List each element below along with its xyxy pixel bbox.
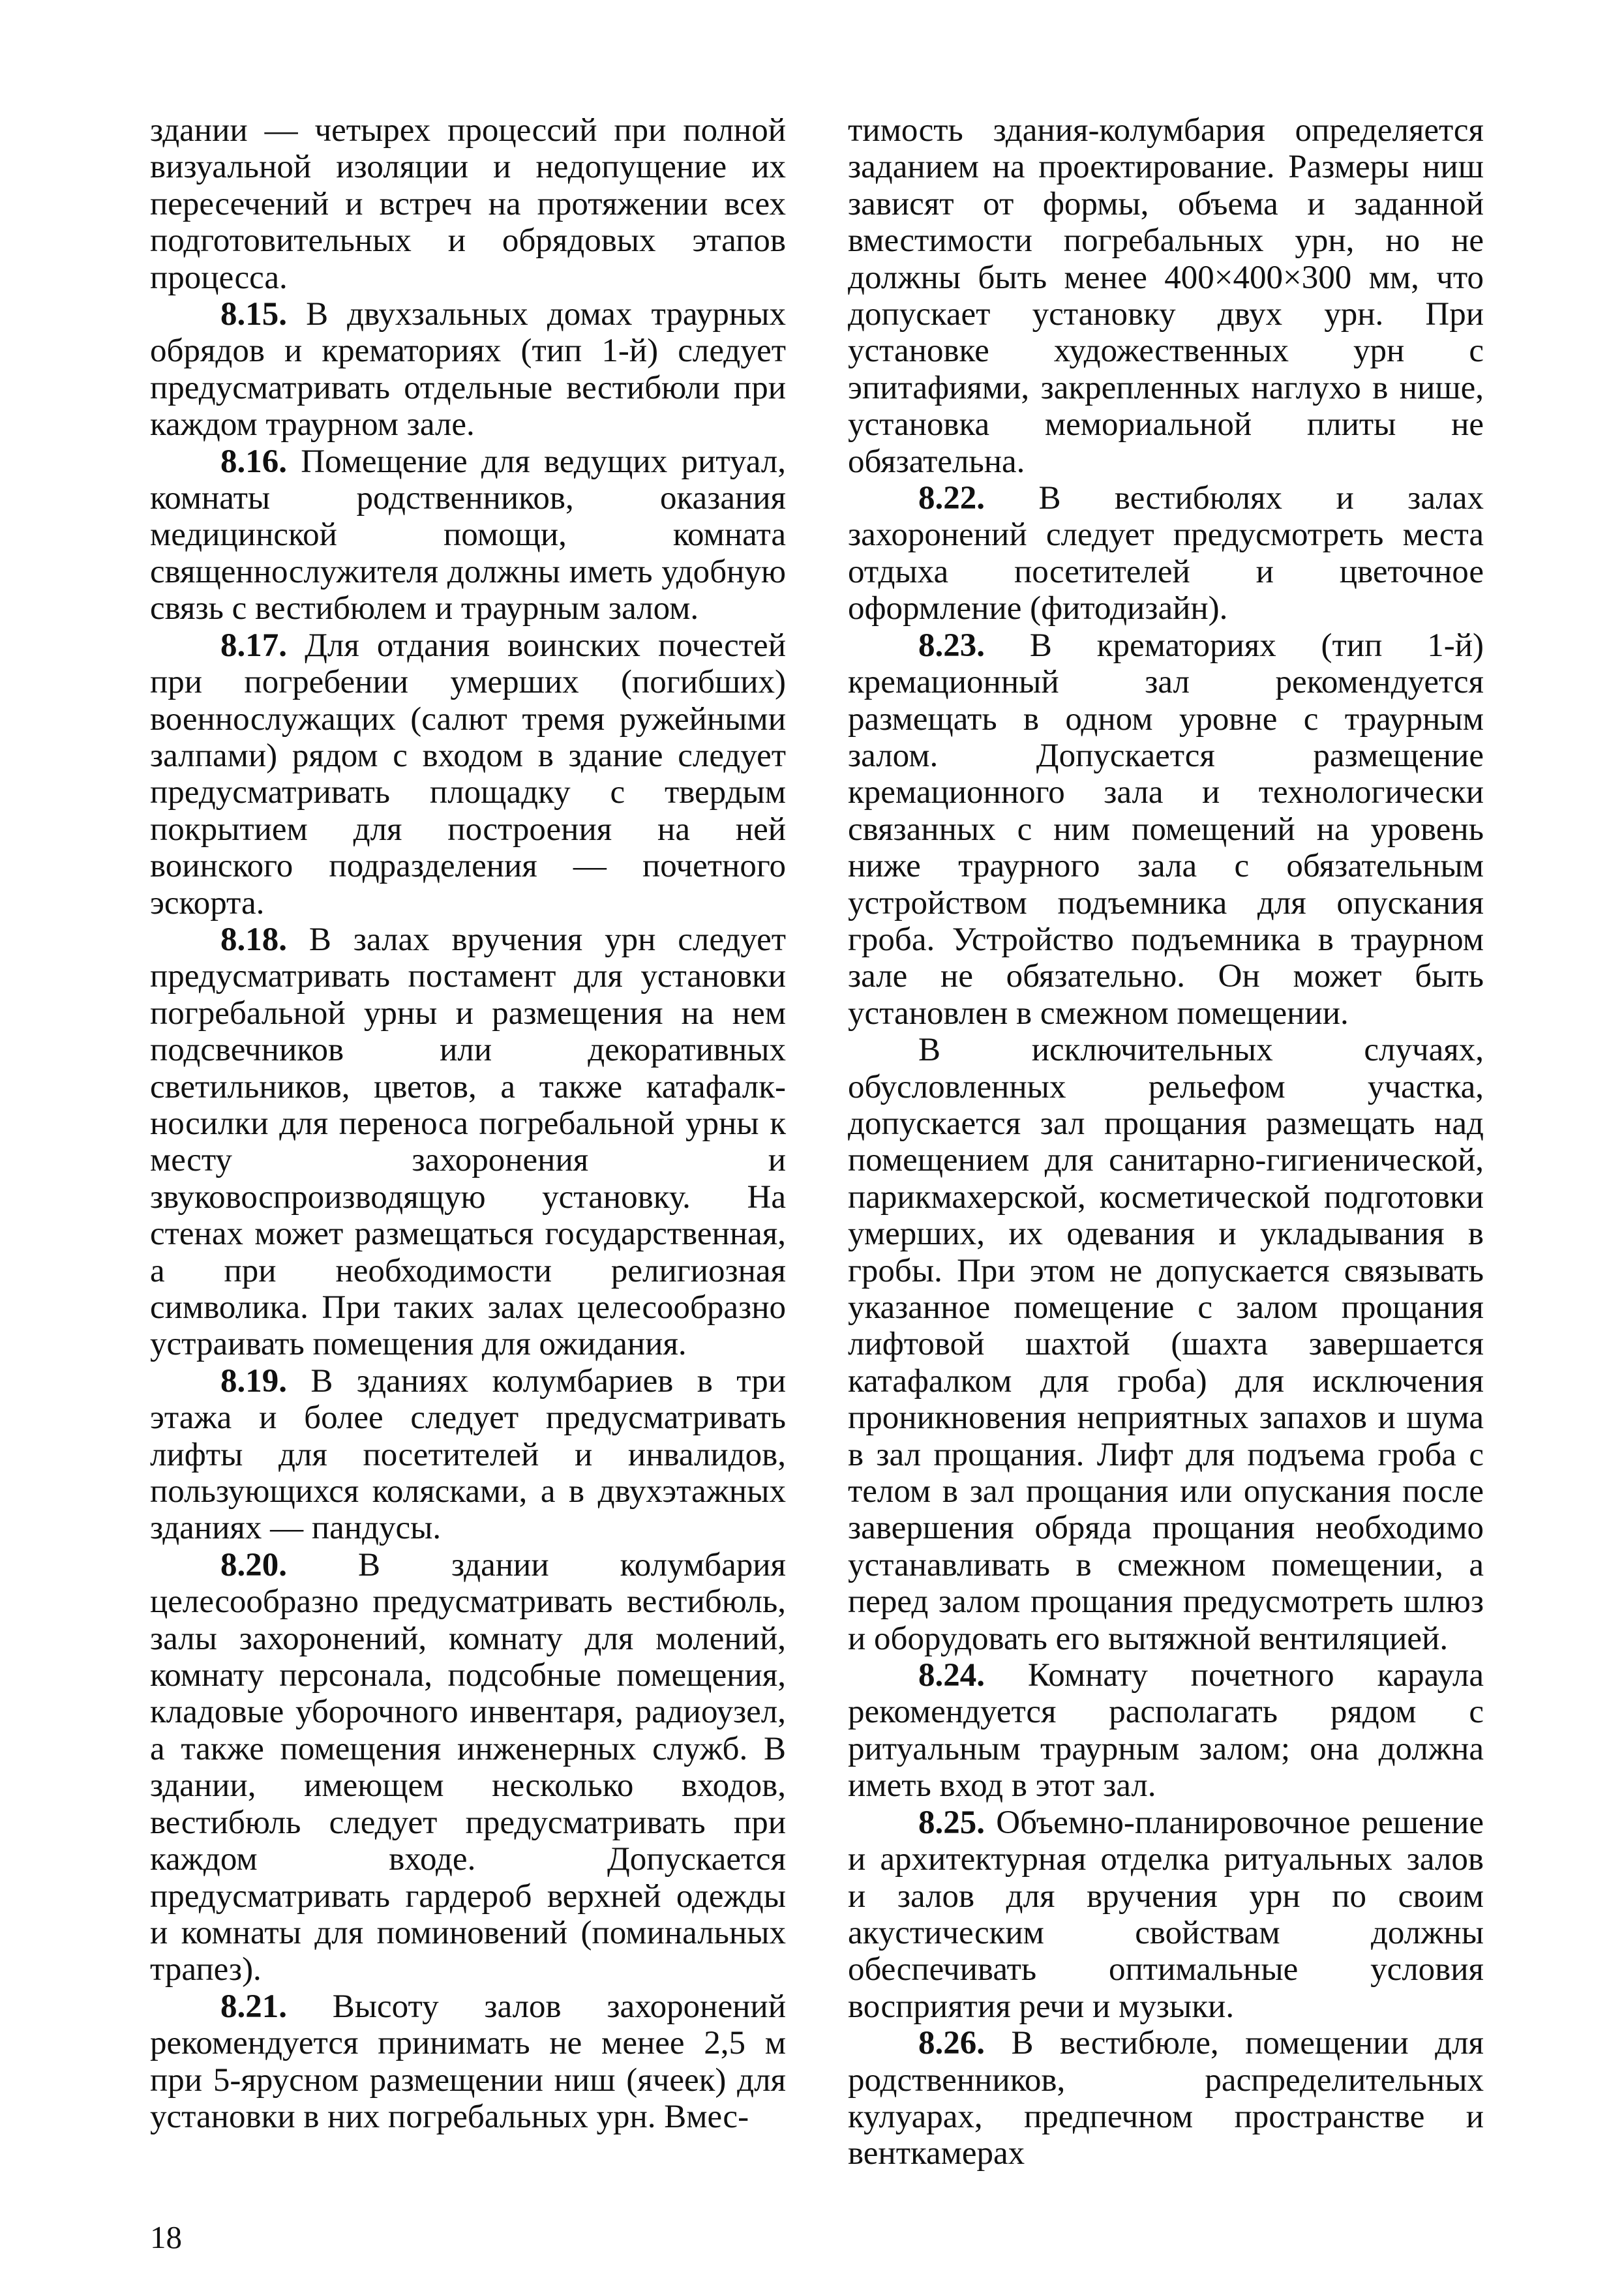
clause-number: 8.21. — [220, 1988, 287, 2025]
paragraph-text: В зданиях колумбариев в три этажа и более следует предусматривать лифты для посетителей и инвалидов, пользующихся колясками, а в двухэтажных зданиях — пандусы. — [150, 1362, 786, 1547]
paragraph-text: В залах вручения урн следует предусматривать постамент для установки погребальной урны и размещения на нем подсвечников или декоративных светильников, цветов, а также катафалк-носилки для переноса погребальной урны к месту захоронения и звуковоспроизводящую установку. На стенах может размещаться государственная, а при необходимости религиозная символика. При таких залах целесообразно устраивать помещения для ожидания. — [150, 921, 786, 1363]
clause-number: 8.20. — [220, 1546, 287, 1583]
paragraph-text: Объемно-планировочное решение и архитектурная отделка ритуальных залов и залов для вручения урн по своим акустическим свойствам должны обеспечивать оптимальные условия восприятия речи и музыки. — [848, 1804, 1484, 2025]
clause-number: 8.23. — [918, 627, 985, 664]
paragraph-text: Для отдания воинских почестей при погребении умерших (погибших) военнослужащих (салют тремя ружейными залпами) рядом с входом в здание следует предусматривать площадку с твердым покрытием для построения на ней воинского подразделения — почетного эскорта. — [150, 627, 786, 921]
paragraph — [848, 2025, 1484, 2172]
paragraph — [150, 296, 786, 443]
paragraph — [848, 1657, 1484, 1804]
paragraph-text: здании — четырех процессий при полной визуальной изоляции и недопущение их пересечений и встреч на протяжении всех подготовительных и обрядовых этапов процесса. — [150, 112, 786, 296]
paragraph-text: В вестибюле, помещении для родственников, распределительных кулуарах, предпечном пространстве и венткамерах — [848, 2025, 1484, 2172]
paragraph — [848, 627, 1484, 1032]
clause-number: 8.26. — [918, 2025, 985, 2062]
paragraph — [150, 921, 786, 1363]
clause-number: 8.15. — [220, 296, 287, 333]
left-text-column — [150, 112, 786, 2135]
paragraph — [848, 112, 1484, 480]
clause-number: 8.16. — [220, 443, 287, 480]
right-text-column — [848, 112, 1484, 2172]
paragraph — [150, 1547, 786, 1988]
clause-number: 8.25. — [918, 1804, 985, 1841]
paragraph-text: В двухзальных домах траурных обрядов и крематориях (тип 1-й) следует предусматривать отдельные вестибюли при каждом траурном зале. — [150, 296, 786, 443]
paragraph-text: В исключительных случаях, обусловленных рельефом участка, допускается зал прощания размещать над помещением для санитарно-гигиенической, парикмахерской, косметической подготовки умерших, их одевания и укладывания в гробы. При этом не допускается связывать указанное помещение с залом прощания лифтовой шахтой (шахта завершается катафалком для гроба) для исключения проникновения неприятных запахов и шума в зал прощания. Лифт для подъема гроба с телом в зал прощания или опускания после завершения обряда прощания необходимо устанавливать в смежном помещении, а перед залом прощания предусмотреть шлюз и оборудовать его вытяжной вентиляцией. — [848, 1032, 1484, 1657]
paragraph — [848, 1032, 1484, 1657]
paragraph-text: тимость здания-колумбария определяется заданием на проектирование. Размеры ниш зависят от формы, объема и заданной вместимости погребальных урн, но не должны быть менее 400×400×300 мм, что допускает установку двух урн. При установке художественных урн с эпитафиями, закрепленных наглухо в нише, установка мемориальной плиты не обязательна. — [848, 112, 1484, 480]
clause-number: 8.24. — [918, 1657, 985, 1694]
paragraph-text: В здании колумбария целесообразно предусматривать вестибюль, залы захоронений, комнату для молений, комнату персонала, подсобные помещения, кладовые уборочного инвентаря, радиоузел, а также помещения инженерных служб. В здании, имеющем несколько входов, вестибюль следует предусматривать при каждом входе. Допускается предусматривать гардероб верхней одежды и комнаты для поминовений (поминальных трапез). — [150, 1546, 786, 1988]
paragraph-text: Помещение для ведущих ритуал, комнаты родственников, оказания медицинской помощи, комната священнослужителя должны иметь удобную связь с вестибюлем и траурным залом. — [150, 443, 786, 627]
paragraph-text: Комнату почетного караула рекомендуется располагать рядом с ритуальным траурным залом; она должна иметь вход в этот зал. — [848, 1657, 1484, 1804]
paragraph — [848, 1804, 1484, 2025]
clause-number: 8.18. — [220, 921, 287, 958]
clause-number: 8.17. — [220, 627, 287, 664]
paragraph-text: В крематориях (тип 1-й) кремационный зал рекомендуется размещать в одном уровне с траурным залом. Допускается размещение кремационного зала и технологически связанных с ним помещений на уровень ниже траурного зала с обязательным устройством подъемника для опускания гроба. Устройство подъемника в траурном зале не обязательно. Он может быть установлен в смежном помещении. — [848, 627, 1484, 1032]
page-number: 18 — [150, 2219, 182, 2255]
clause-number: 8.22. — [918, 480, 985, 517]
paragraph-text: В вестибюлях и залах захоронений следует предусмотреть места отдыха посетителей и цветочное оформление (фитодизайн). — [848, 480, 1484, 627]
paragraph-text: Высоту залов захоронений рекомендуется принимать не менее 2,5 м при 5-ярусном размещении ниш (ячеек) для установки в них погребальных урн. Вмес- — [150, 1988, 786, 2135]
paragraph — [150, 627, 786, 921]
paragraph — [150, 1988, 786, 2136]
paragraph — [150, 112, 786, 296]
paragraph — [848, 480, 1484, 627]
clause-number: 8.19. — [220, 1362, 287, 1400]
paragraph — [150, 443, 786, 627]
paragraph — [150, 1363, 786, 1547]
